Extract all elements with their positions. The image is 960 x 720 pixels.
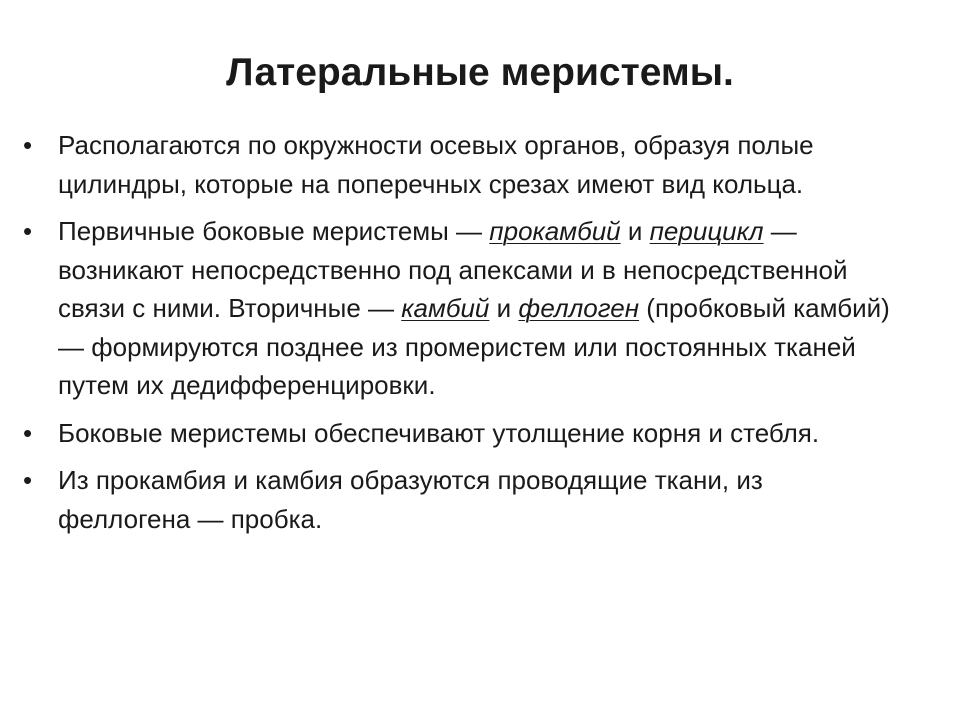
bullet-marker: • [23,216,33,246]
bullet-marker: • [23,130,33,160]
bullet-text: Располагаются по окружности осевых органов, образуя полые цилиндры, которые на поперечных срезах имеют вид кольца. [58,130,814,199]
bullet-item-2 [0,212,898,405]
bullet-item-3 [0,414,898,453]
bullet-text-part: (пробковый камбий) — формируются позднее из промеристем или постоянных тканей путем их дедифференцировки. [58,293,890,400]
bullet-text-part: — возникают непосредственно под апексами и в непосредственной связи с ними. Вторичные — [58,216,848,323]
bullet-list [0,126,960,547]
bullet-text: Из прокамбия и камбия образуются проводящие ткани, из феллогена — пробка. [58,465,763,534]
bullet-text: Боковые меристемы обеспечивают утолщение корня и стебля. [58,417,820,448]
bullet-marker: • [23,417,33,448]
term-link-fellogen[interactable]: феллоген [518,293,640,323]
bullet-item-4 [0,461,898,538]
bullet-marker: • [23,465,33,495]
bullet-text-part: и [620,216,650,246]
bullet-text-part: Первичные боковые меристемы — [58,216,490,246]
term-link-peritsikl[interactable]: перицикл [649,216,764,246]
bullet-text-part: и [489,293,519,323]
term-link-kambiy[interactable]: камбий [401,293,490,323]
term-link-prokambiy[interactable]: прокамбий [489,216,621,246]
slide-title: Латеральные меристемы. [226,51,734,94]
bullet-item-1 [0,126,898,203]
